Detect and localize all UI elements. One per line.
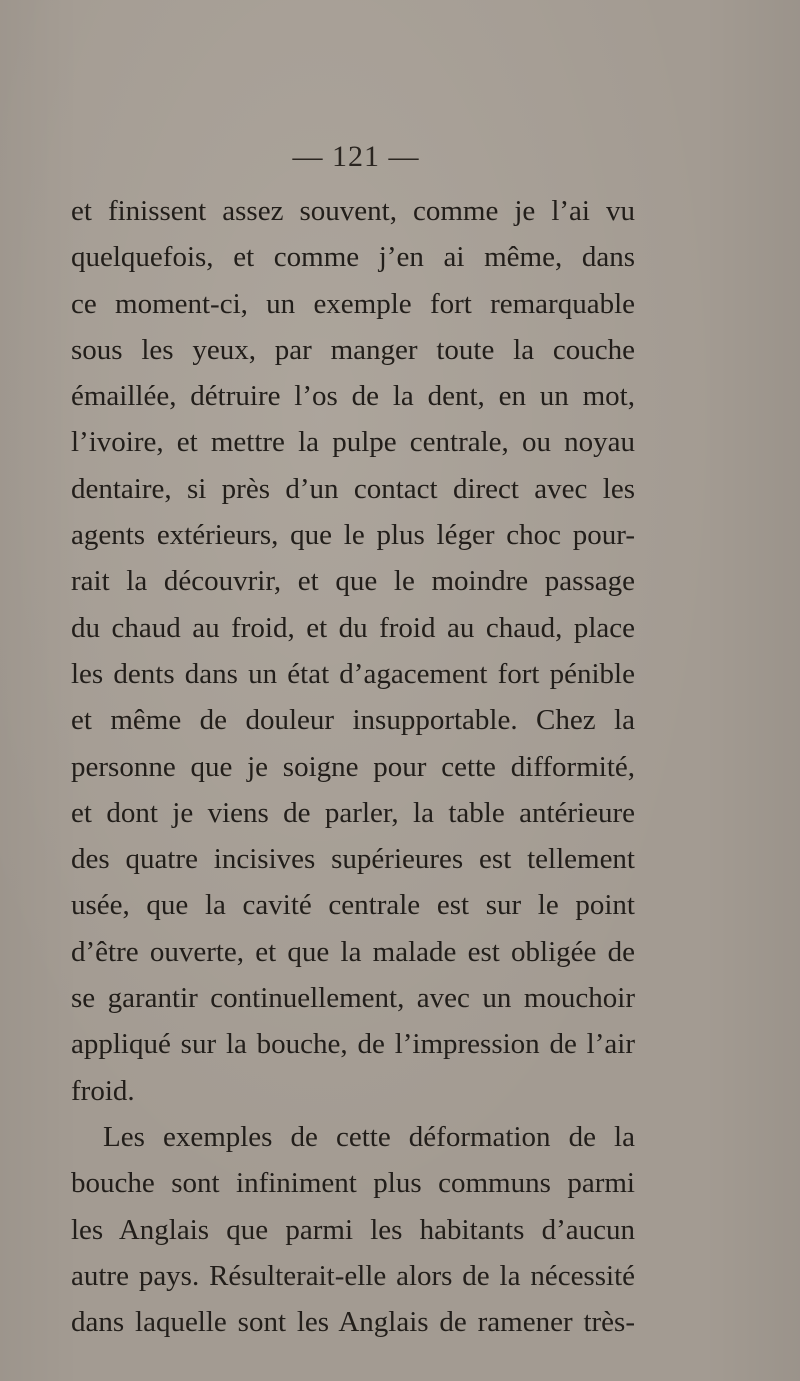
text-line: dentaire, si près d’un contact direct avec les xyxy=(71,472,635,505)
text-line: les Anglais que parmi les habitants d’aucun xyxy=(71,1213,635,1246)
text-line: émaillée, détruire l’os de la dent, en un mot, xyxy=(71,380,635,413)
text-line: agents extérieurs, que le plus léger choc pour- xyxy=(71,519,635,552)
text-line: et même de douleur insupportable. Chez la xyxy=(71,704,635,737)
text-line: dans laquelle sont les Anglais de ramener très- xyxy=(71,1306,635,1339)
text-line: l’ivoire, et mettre la pulpe centrale, ou noyau xyxy=(71,426,635,459)
text-line: autre pays. Résulterait-elle alors de la nécessité xyxy=(71,1259,635,1292)
text-line: bouche sont infiniment plus communs parmi xyxy=(71,1167,635,1200)
text-line: les dents dans un état d’agacement fort pénible xyxy=(71,657,635,690)
text-line: des quatre incisives supérieures est tellement xyxy=(71,843,635,876)
text-line: appliqué sur la bouche, de l’impression de l’air xyxy=(71,1028,635,1061)
text-line: du chaud au froid, et du froid au chaud, place xyxy=(71,611,635,644)
text-line: quelquefois, et comme j’en ai même, dans xyxy=(71,241,635,274)
body-text xyxy=(71,188,635,1345)
text-line: personne que je soigne pour cette difformité, xyxy=(71,750,635,783)
text-line: ce moment-ci, un exemple fort remarquable xyxy=(71,287,635,320)
page-number: — 121 — xyxy=(292,140,420,173)
text-line: et finissent assez souvent, comme je l’ai vu xyxy=(71,195,635,227)
text-line: usée, que la cavité centrale est sur le point xyxy=(71,889,635,922)
text-line: d’être ouverte, et que la malade est obligée de xyxy=(71,935,635,968)
text-line: froid. xyxy=(71,1074,135,1107)
text-line: rait la découvrir, et que le moindre passage xyxy=(71,565,635,598)
text-line: sous les yeux, par manger toute la couche xyxy=(71,333,635,366)
text-line: et dont je viens de parler, la table antérieure xyxy=(71,796,635,829)
text-line: se garantir continuellement, avec un mouchoir xyxy=(71,982,635,1015)
text-line: Les exemples de cette déformation de la xyxy=(103,1120,635,1153)
